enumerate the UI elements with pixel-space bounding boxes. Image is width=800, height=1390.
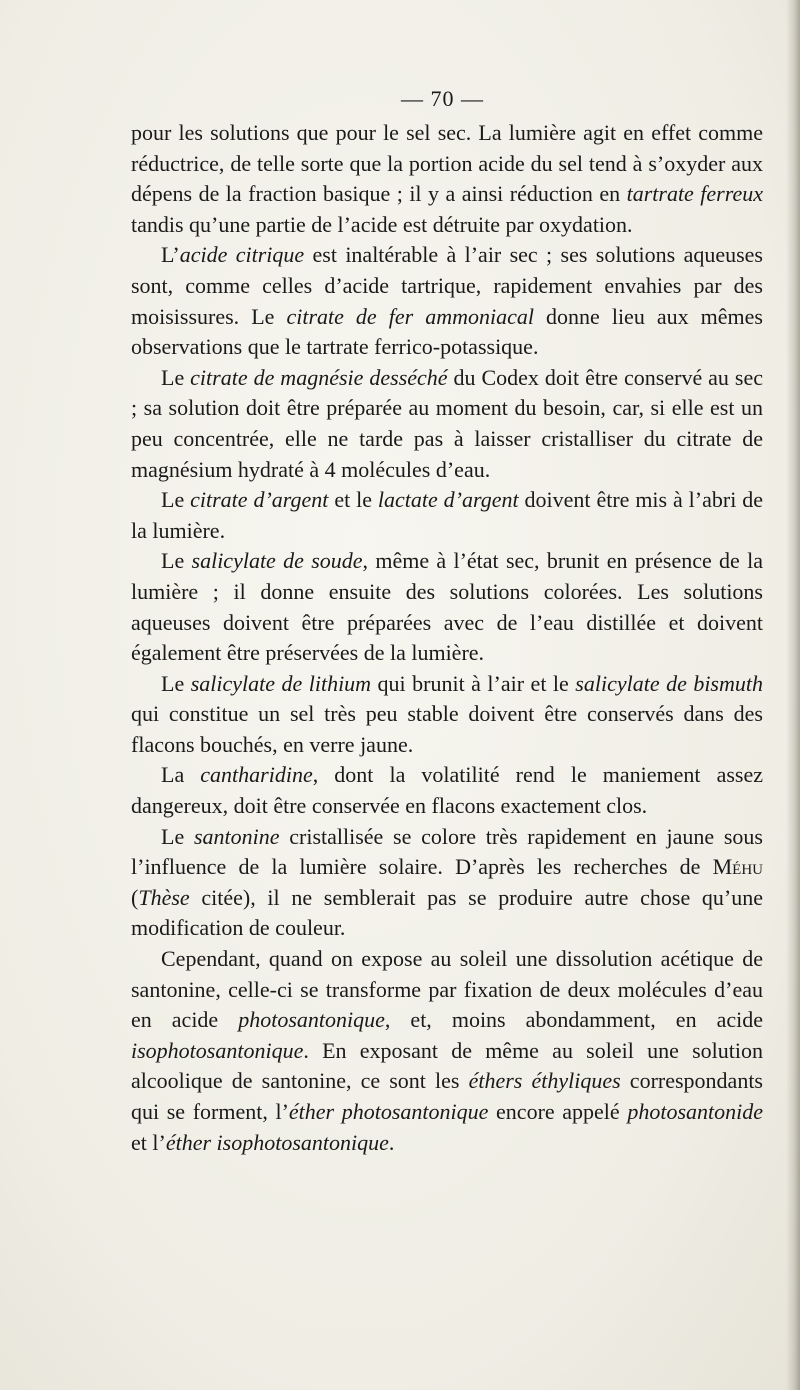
page-number: — 70 — bbox=[401, 86, 484, 111]
text-run: correspondants qui se forment, l’ bbox=[131, 1068, 763, 1124]
paragraph-6 bbox=[131, 669, 763, 761]
italic-term: photosantonique bbox=[238, 1007, 385, 1033]
paragraph-3 bbox=[131, 363, 763, 485]
italic-term: éthers éthyliques bbox=[468, 1068, 621, 1094]
text-run: ( bbox=[131, 884, 139, 910]
text-run: encore appelé bbox=[488, 1099, 628, 1124]
italic-term: salicylate de lithium bbox=[190, 670, 372, 696]
text-run: du Codex doit être conservé au sec ; sa solution doit être préparée au moment du besoin, car, si elle est un peu concentrée, elle ne tarde pas à laisser cristalliser du citrate de magnésium hydraté à 4 molécules d’eau. bbox=[131, 364, 763, 482]
italic-term: acide citrique bbox=[179, 242, 305, 268]
italic-term: citrate d’argent bbox=[190, 487, 329, 513]
italic-term: salicylate de bismuth bbox=[575, 670, 763, 696]
text-run: qui brunit à l’air et le bbox=[371, 670, 576, 696]
paragraph-8 bbox=[131, 822, 763, 944]
text-run: donne lieu aux mêmes observations que le tartrate ferrico-potassique. bbox=[131, 303, 763, 360]
text-run: pour les solutions que pour le sel sec. La lumière agit en effet comme réductrice, de telle sorte que la portion acide du sel tend à s’oxyder aux dépens de la fraction basique ; il y a ainsi réduction en bbox=[131, 120, 763, 207]
body-text bbox=[131, 118, 763, 1158]
text-run: doivent être mis à l’abri de la lumière. bbox=[131, 487, 764, 543]
text-run: cristallisée se colore très rapidement en jaune sous l’influence de la lumière solaire. D’après les recherches de bbox=[131, 823, 763, 880]
italic-term: santonine bbox=[193, 823, 280, 849]
italic-term: éther photosantonique bbox=[288, 1099, 489, 1124]
italic-term: éther isophotosantonique bbox=[165, 1129, 389, 1155]
italic-term: salicylate de soude bbox=[191, 548, 363, 574]
text-run: Le bbox=[161, 670, 191, 696]
text-run: Le bbox=[161, 487, 191, 513]
paragraph-7 bbox=[131, 760, 763, 821]
text-run: Le bbox=[161, 364, 191, 390]
paragraph-1 bbox=[131, 118, 763, 240]
italic-term: photosantonide bbox=[627, 1099, 763, 1124]
text-run: et le bbox=[328, 487, 378, 513]
text-run: La bbox=[161, 762, 201, 788]
paragraph-9 bbox=[131, 944, 763, 1158]
paragraph-2 bbox=[131, 240, 763, 362]
italic-term: lactate d’argent bbox=[377, 487, 519, 513]
italic-term: Thèse bbox=[138, 884, 190, 910]
text-run: , même à l’état sec, brunit en présence de la lumière ; il donne ensuite des solutions colorées. Les solutions aqueuses doivent être préparées avec de l’eau distillée et doivent également être préservées de la lumière. bbox=[131, 548, 763, 666]
text-run: est inaltérable à l’air sec ; ses solutions aqueuses sont, comme celles d’acide tartrique, rapidement envahies par des moisissures. Le bbox=[131, 242, 763, 329]
text-run: Cependant, quand on expose au soleil une dissolution acétique de santonine, celle-ci se transforme par fixation de deux molécules d’eau en acide bbox=[131, 946, 763, 1033]
italic-term: citrate de magnésie desséché bbox=[190, 364, 448, 390]
text-run: tandis qu’une partie de l’acide est détruite par oxydation. bbox=[131, 211, 633, 237]
text-run: Le bbox=[161, 823, 194, 849]
text-run: L’ bbox=[161, 242, 180, 268]
text-run: . bbox=[388, 1129, 395, 1155]
italic-term: tartrate ferreux bbox=[626, 181, 764, 207]
paragraph-4 bbox=[131, 485, 763, 546]
text-run: , dont la volatilité rend le maniement assez dangereux, doit être conservée en flacons exactement clos. bbox=[131, 762, 764, 819]
text-run: . En exposant de même au soleil une solution alcoolique de santonine, ce sont les bbox=[131, 1037, 763, 1094]
text-run: Le bbox=[161, 548, 192, 574]
text-run: et l’ bbox=[131, 1129, 166, 1155]
author-name: Méhu bbox=[712, 854, 763, 880]
italic-term: isophotosantonique bbox=[131, 1037, 304, 1063]
italic-term: citrate de fer ammoniacal bbox=[286, 303, 534, 329]
paragraph-5 bbox=[131, 546, 763, 668]
page-edge-shadow bbox=[786, 0, 800, 1390]
italic-term: cantharidine bbox=[200, 762, 313, 788]
text-run: qui constitue un sel très peu stable doivent être conservés dans des flacons bouchés, en verre jaune. bbox=[131, 701, 763, 757]
text-run: citée), il ne semblerait pas se produire autre chose qu’une modification de couleur. bbox=[131, 884, 763, 941]
text-run: , et, moins abondamment, en acide bbox=[384, 1007, 764, 1033]
